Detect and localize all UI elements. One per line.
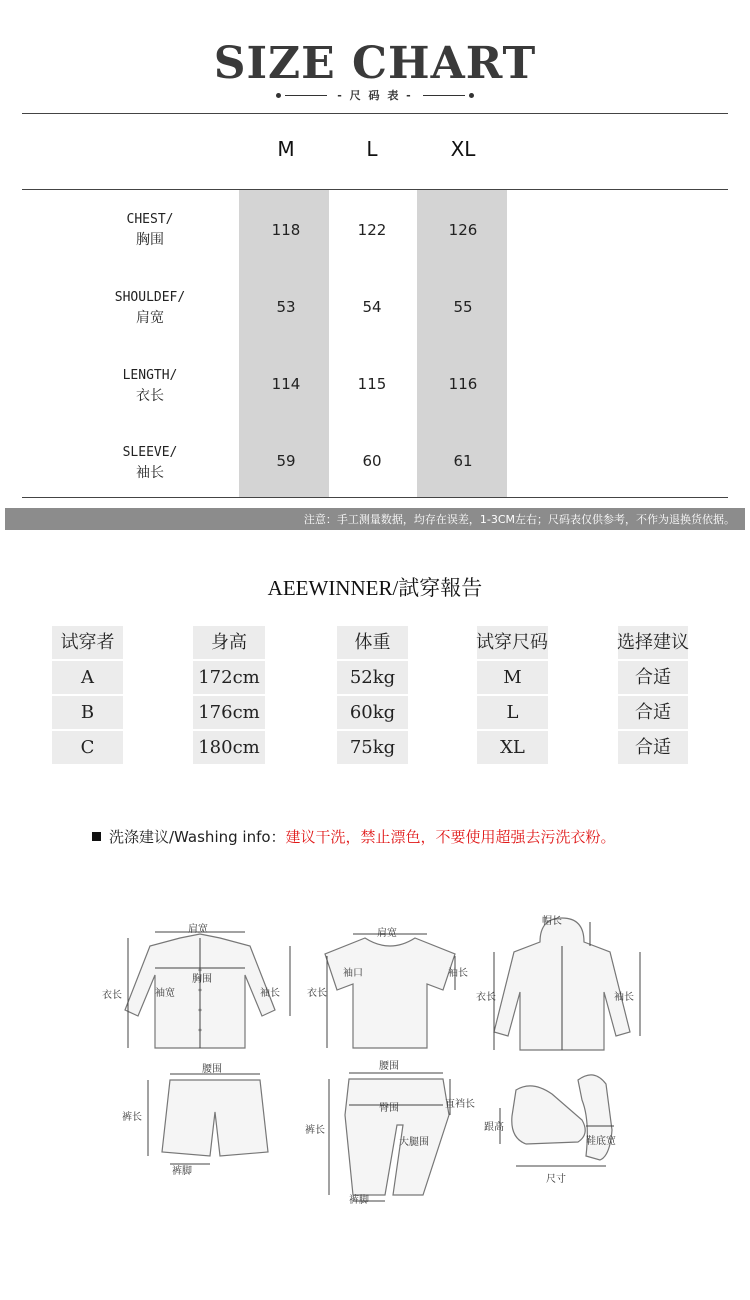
shoe-heel-label: 跟高	[484, 1122, 504, 1133]
report-cell: 180cm	[198, 737, 260, 758]
table-cell: 53	[276, 298, 296, 316]
pants-rise-label: 直裆长	[445, 1099, 475, 1110]
page-title: SIZE CHART	[213, 38, 537, 89]
pants-waist-label: 腰围	[379, 1061, 399, 1072]
report-header-cell: 体重	[354, 632, 391, 653]
shirt-chest-label: 胸围	[192, 974, 212, 985]
shirt-shoulder-label: 肩宽	[188, 924, 208, 935]
hoodie-diagram	[476, 912, 650, 1062]
report-cell: 合适	[635, 737, 671, 758]
hoodie-icon	[480, 912, 650, 1062]
note-text: 注意：手工测量数据，均存在误差，1-3CM左右；尺码表仅供参考，不作为退换货依据。	[303, 513, 735, 526]
tshirt-icon	[305, 920, 475, 1060]
report-cell: M	[503, 667, 522, 688]
table-cell: 115	[357, 375, 387, 393]
note-bar	[5, 508, 745, 530]
page-subtitle	[0, 87, 750, 103]
table-cell: 118	[271, 221, 301, 239]
tshirt-length-label: 衣长	[307, 988, 327, 999]
report-header-cell: 选择建议	[617, 632, 689, 653]
report-row	[52, 696, 688, 729]
wash-text: 建议干洗，禁止漂色，不要使用超强去污洗衣粉。	[285, 828, 616, 846]
square-bullet-icon	[92, 832, 101, 841]
subtitle-text: - 尺 码 表 -	[337, 89, 413, 102]
table-cell: 61	[453, 452, 473, 470]
shirt-sleeve-width-label: 袖宽	[155, 988, 175, 999]
divider-line	[423, 95, 465, 96]
report-cell: 合适	[635, 667, 671, 688]
report-cell: 合适	[635, 702, 671, 723]
row-label-sleeve	[70, 443, 230, 483]
hoodie-hood-label: 帽长	[542, 916, 562, 927]
size-header-l: L	[366, 137, 378, 161]
report-header-cell: 试穿尺码	[476, 632, 548, 653]
shoe-width-label: 鞋底宽	[586, 1136, 616, 1147]
table-cell: 54	[362, 298, 382, 316]
size-header-xl: XL	[450, 137, 476, 161]
table-cell: 116	[448, 375, 478, 393]
shorts-diagram	[120, 1060, 290, 1175]
row-label-en: CHEST/	[126, 212, 174, 227]
divider-line	[285, 95, 327, 96]
report-cell: L	[506, 702, 519, 723]
row-label-en: LENGTH/	[122, 368, 178, 383]
table-cell: 60	[362, 452, 382, 470]
report-cell: C	[80, 737, 95, 758]
tshirt-sleeve-label: 袖长	[448, 968, 468, 979]
shirt-sleeve-label: 袖长	[260, 988, 280, 999]
shirt-length-label: 衣长	[102, 990, 122, 1001]
shoe-diagram	[482, 1060, 652, 1185]
pants-icon	[305, 1055, 485, 1205]
pants-hem-label: 裤脚	[349, 1195, 369, 1206]
table-bottom-rule	[22, 497, 728, 498]
shorts-length-label: 裤长	[122, 1112, 142, 1123]
shorts-waist-label: 腰围	[202, 1064, 222, 1075]
report-header-cell: 试穿者	[60, 632, 115, 653]
pants-diagram	[305, 1055, 485, 1205]
report-cell: 172cm	[198, 667, 260, 688]
report-cell: 176cm	[198, 702, 260, 723]
row-label-chest	[70, 210, 230, 250]
pants-length-label: 裤长	[305, 1125, 325, 1136]
table-cell: 114	[271, 375, 301, 393]
report-header-row	[52, 626, 688, 659]
report-title: AEEWINNER/試穿報告	[267, 576, 483, 600]
bullet-dot	[469, 93, 474, 98]
report-cell: B	[80, 702, 95, 723]
report-cell: 52kg	[349, 667, 396, 688]
report-cell: XL	[500, 737, 525, 758]
row-label-length	[70, 366, 230, 406]
row-label-cn: 肩宽	[136, 310, 164, 326]
shoe-size-label: 尺寸	[546, 1174, 566, 1185]
row-label-shoulder	[70, 288, 230, 328]
row-label-cn: 袖长	[136, 465, 164, 481]
row-label-cn: 胸围	[136, 232, 164, 248]
wash-info	[92, 826, 616, 847]
report-header-cell: 身高	[211, 632, 247, 653]
tshirt-diagram	[305, 920, 475, 1060]
hoodie-length-label: 衣长	[476, 992, 496, 1003]
table-top-rule	[22, 113, 728, 114]
shorts-icon	[120, 1060, 290, 1175]
shirt-diagram	[100, 920, 300, 1060]
bullet-dot	[276, 93, 281, 98]
report-cell: 75kg	[349, 737, 396, 758]
table-header-rule	[22, 189, 728, 190]
table-cell: 59	[276, 452, 296, 470]
table-cell: 126	[448, 221, 478, 239]
tshirt-shoulder-label: 肩宽	[377, 928, 397, 939]
row-label-cn: 衣长	[136, 388, 164, 404]
wash-label: 洗涤建议/Washing info：	[109, 828, 286, 846]
report-row	[52, 731, 688, 764]
row-label-en: SHOULDEF/	[114, 290, 186, 305]
report-row	[52, 661, 688, 694]
pants-thigh-label: 大腿围	[399, 1137, 429, 1148]
size-header-m: M	[277, 137, 295, 161]
tshirt-cuff-label: 袖口	[343, 968, 363, 979]
pants-hip-label: 臀围	[379, 1103, 399, 1114]
shoe-icon	[482, 1060, 652, 1185]
hoodie-sleeve-label: 袖长	[614, 992, 634, 1003]
table-cell: 122	[357, 221, 387, 239]
report-cell: 60kg	[349, 702, 396, 723]
shorts-hem-label: 裤脚	[172, 1166, 192, 1177]
table-cell: 55	[453, 298, 473, 316]
row-label-en: SLEEVE/	[122, 445, 178, 460]
report-cell: A	[81, 667, 94, 688]
